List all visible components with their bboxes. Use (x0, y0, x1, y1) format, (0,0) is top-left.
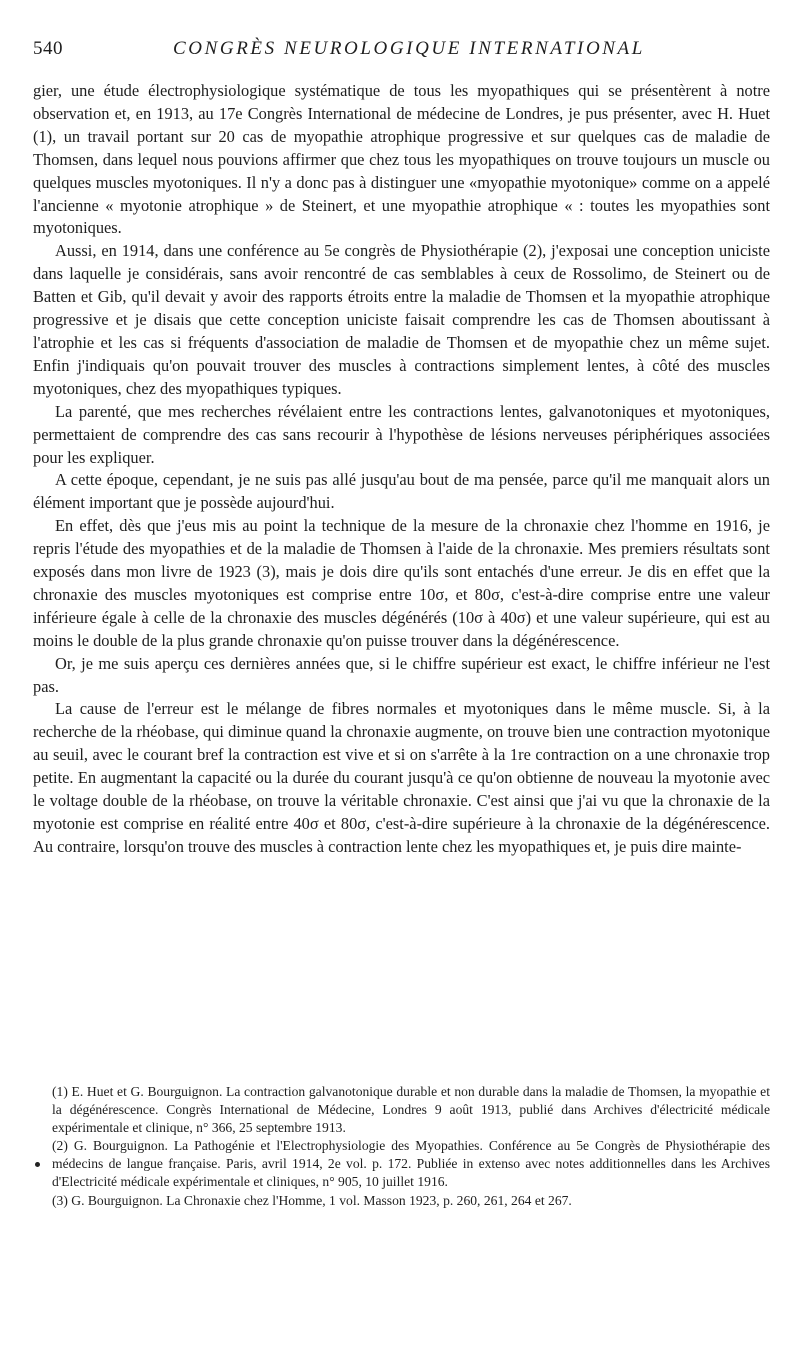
paragraph: Or, je me suis aperçu ces dernières années que, si le chiffre supérieur est exact, le chiffre inférieur ne l'est pas. (33, 653, 770, 696)
paragraph: La cause de l'erreur est le mélange de fibres normales et myotoniques dans le même muscle. Si, à la recherche de la rhéobase, qui diminue quand la chronaxie augmente, on trouve bien une contraction myotonique au seuil, avec le courant bref la contraction est vive et si on s'arrête à la 1re contraction on a une chronaxie trop petite. En augmentant la capacité ou la durée du courant jusqu'à ce qu'on obtienne de nouveau la myotonie avec le voltage double de la rhéobase, on trouve la véritable chronaxie. C'est ainsi que j'ai vu que la chronaxie de la myotonie est comprise en réalité entre 40σ et 80σ, c'est-à-dire supérieure à la chronaxie de la dégénérescence. Au contraire, lorsqu'on trouve des muscles à contraction lente chez les myopathiques et, je puis dire mainte- (33, 699, 770, 856)
paragraph: La parenté, que mes recherches révélaient entre les contractions lentes, galvanotoniques et myotoniques, permettaient de comprendre des cas sans recourir à l'hypothèse de lésions nerveuses périphériques associées pour les expliquer. (33, 401, 770, 467)
footnote: (1) E. Huet et G. Bourguignon. La contraction galvanotonique durable et non durable dans la maladie de Thomsen, la myopathie et la dégénérescence. Congrès International de Médecine, Londres 9 août 1913, publié dans Archives d'électricité médicale expérimentale et clinique, n° 366, 25 septembre 1913. (52, 1084, 770, 1136)
margin-dot (35, 1162, 40, 1167)
footnote: (2) G. Bourguignon. La Pathogénie et l'Electrophysiologie des Myopathies. Conférence au 5e Congrès de Physiothérapie des médecins de langue française. Paris, avril 1914, 2e vol. p. 172. Publiée in extenso avec notes additionnelles dans les Archives d'Electricité médicale expérimentale et cliniques, n° 905, 10 juillet 1916. (52, 1138, 770, 1190)
running-title: CONGRÈS NEUROLOGIQUE INTERNATIONAL (173, 38, 645, 59)
page-header (33, 38, 768, 68)
paragraph: A cette époque, cependant, je ne suis pas allé jusqu'au bout de ma pensée, parce qu'il me manquait alors un élément important que je possède aujourd'hui. (33, 470, 770, 513)
paragraph: Aussi, en 1914, dans une conférence au 5e congrès de Physiothérapie (2), j'exposai une conception uniciste dans laquelle je considérais, sans avoir rencontré de cas semblables à ceux de Rossolimo, de Steinert ou de Batten et Gib, qu'il devait y avoir des rapports étroits entre la maladie de Thomsen et la myopathie atrophique progressive et je disais que cette conception uniciste faisait comprendre les cas de Thomsen aboutissant à l'atrophie et les cas si fréquents d'association de maladie de Thomsen et de myopathie chez un même sujet. Enfin j'indiquais qu'on pouvait trouver des muscles à contractions simplement lentes, à côté des muscles myotoniques, chez des myopathiques typiques. (33, 241, 770, 398)
footnote: (3) G. Bourguignon. La Chronaxie chez l'Homme, 1 vol. Masson 1923, p. 260, 261, 264 et 267. (52, 1192, 572, 1208)
body-text (33, 80, 770, 859)
paragraph: gier, une étude électrophysiologique systématique de tous les myopathiques qui se présentèrent à notre observation et, en 1913, au 17e Congrès International de médecine de Londres, je pus présenter, avec H. Huet (1), un travail portant sur 20 cas de myopathie atrophique progressive et sur quelques cas de maladie de Thomsen, dans lequel nous pouvions affirmer que chez tous les myopathiques on trouve toujours un muscle ou quelques muscles myotoniques. Il n'y a donc pas à distinguer une «myopathie myotonique» comme on a appelé l'ancienne « myotonie atrophique » de Steinert, et une myopathie atrophique « : toutes les myopathies sont myotoniques. (33, 81, 770, 238)
footnotes (52, 1083, 770, 1210)
page-number: 540 (33, 38, 63, 59)
paragraph: En effet, dès que j'eus mis au point la technique de la mesure de la chronaxie chez l'homme en 1916, je repris l'étude des myopathies et de la maladie de Thomsen à l'aide de la chronaxie. Mes premiers résultats sont exposés dans mon livre de 1923 (3), mais je dois dire qu'ils sont entachés d'une erreur. Je dis en effet que la chronaxie des muscles myotoniques est comprise entre 10σ, et 80σ, c'est-à-dire comprise entre une valeur inférieure égale à celle de la chronaxie des muscles dégénérés (10σ à 40σ) et une valeur supérieure, qui est au moins le double de la plus grande chronaxie qu'on puisse trouver dans la dégénérescence. (33, 516, 770, 650)
